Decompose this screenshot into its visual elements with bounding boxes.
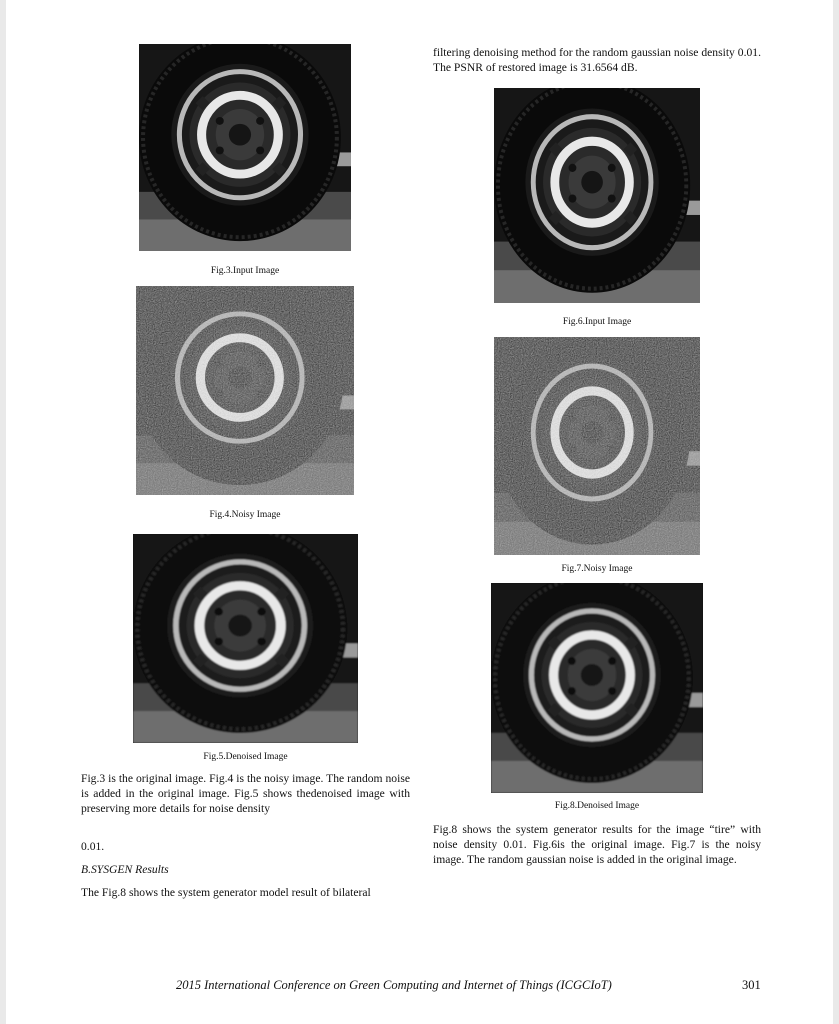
section-heading: B.SYSGEN Results xyxy=(81,863,169,876)
page-edge-right xyxy=(833,0,839,1024)
figure-4-caption: Fig.4.Noisy Image xyxy=(209,510,281,520)
figure-7-noisy-image xyxy=(494,337,700,555)
footer-conference-title: 2015 International Conference on Green Computing and Internet of Things (ICGCIoT) xyxy=(176,978,612,992)
figure-8-denoised-image xyxy=(491,583,703,793)
figure-6-caption: Fig.6.Input Image xyxy=(562,317,632,327)
figure-8-caption: Fig.8.Denoised Image xyxy=(554,801,640,811)
left-last-line: The Fig.8 shows the system generator model result of bilateral xyxy=(81,886,371,899)
page-edge-left xyxy=(0,0,6,1024)
figure-6-input-image xyxy=(494,88,700,303)
figure-4-noisy-image xyxy=(136,286,354,495)
figure-5-denoised-image xyxy=(133,534,358,743)
figure-7-caption: Fig.7.Noisy Image xyxy=(561,564,633,574)
left-value-line: 0.01. xyxy=(81,840,105,853)
figure-5-caption: Fig.5.Denoised Image xyxy=(203,752,288,762)
left-paragraph: Fig.3 is the original image. Fig.4 is the noisy image. The random noise is added in the original image. Fig.5 shows thedenoised image with preserving more details for noise density xyxy=(81,772,410,815)
top-paragraph: filtering denoising method for the random gaussian noise density 0.01. The PSNR of restored image is 31.6564 dB. xyxy=(433,46,761,74)
figure-3-input-image xyxy=(139,44,351,251)
page-number: 301 xyxy=(742,978,761,992)
right-paragraph: Fig.8 shows the system generator results for the image “tire” with noise density 0.01. Fig.6is the original image. Fig.7 is the noisy image. The random gaussian noise is added in the original image. xyxy=(433,823,761,866)
figure-3-caption: Fig.3.Input Image xyxy=(210,266,280,276)
